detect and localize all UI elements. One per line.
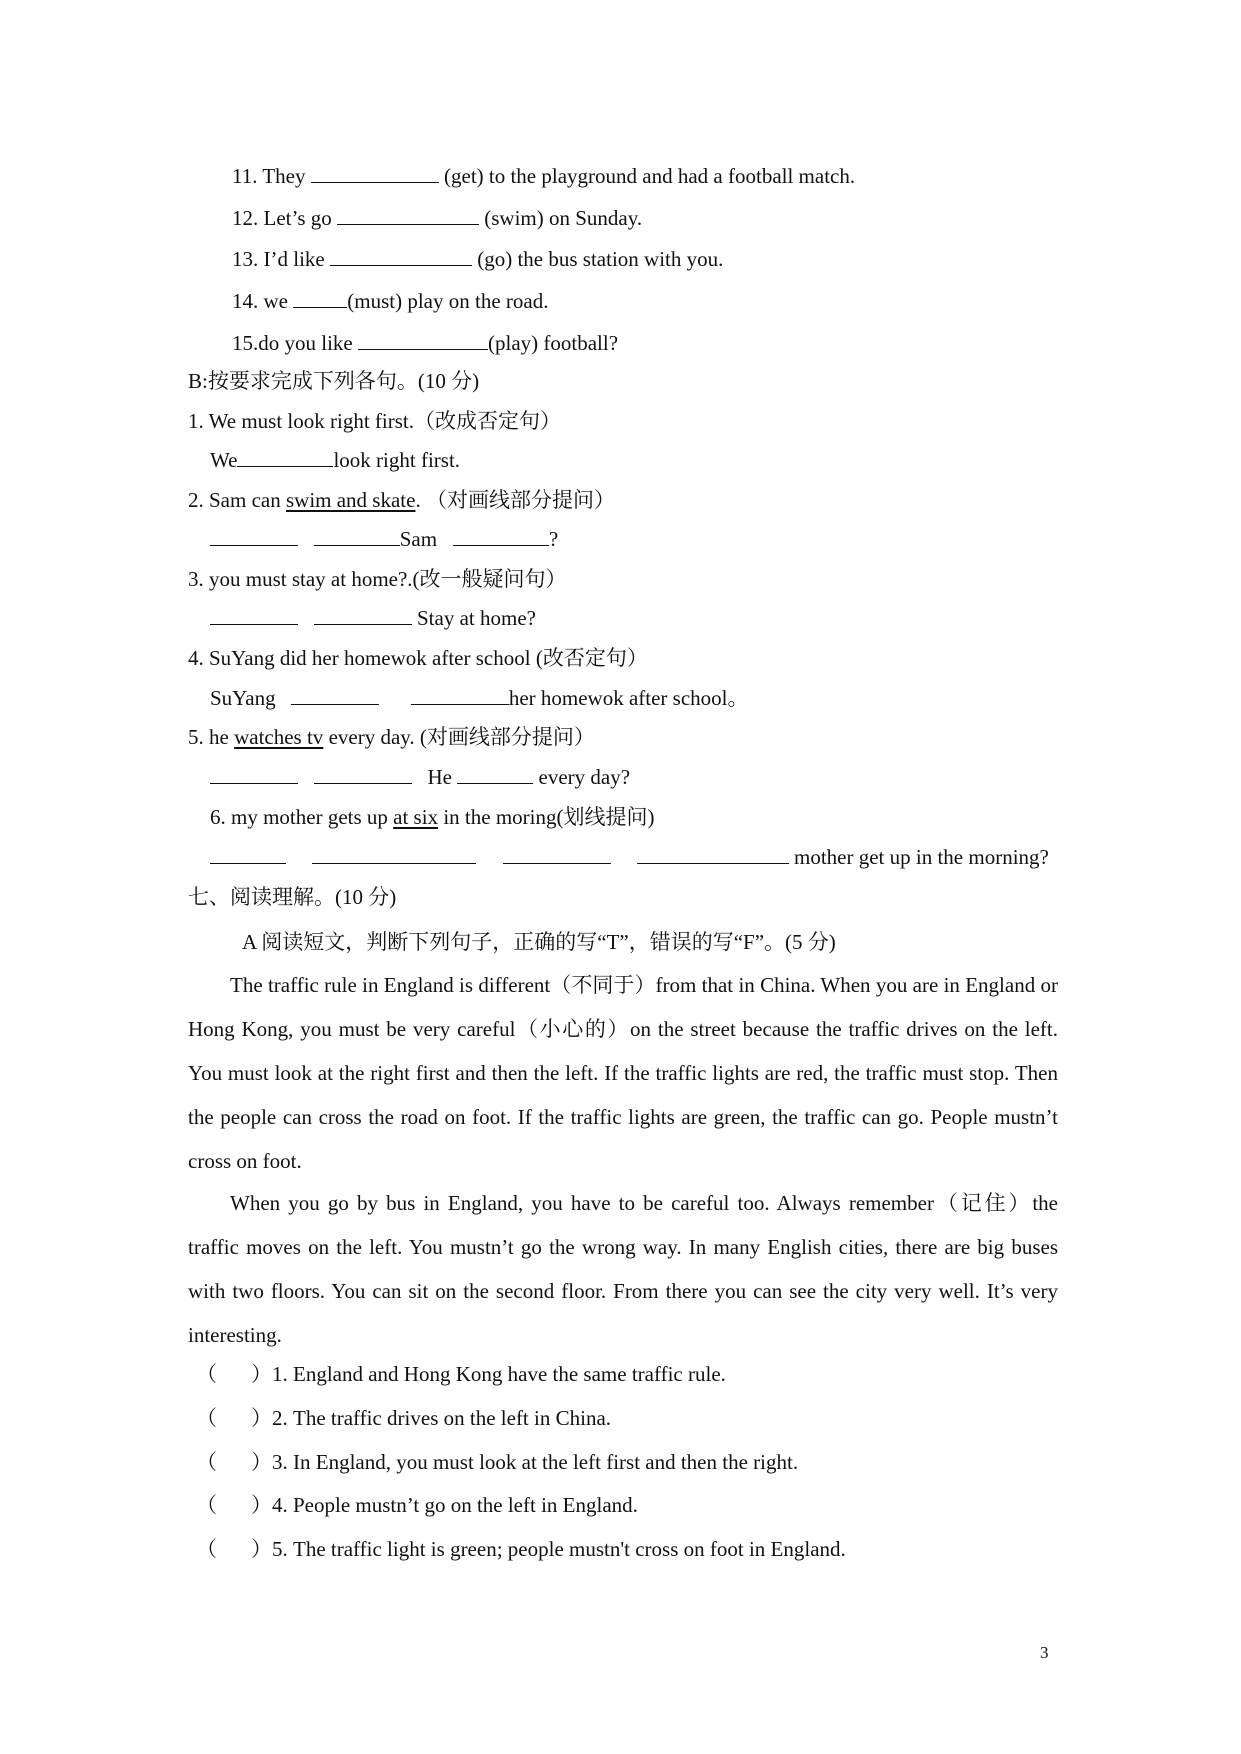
answer-blank[interactable]: [314, 527, 400, 546]
question-15: 15.do you like (play) football?: [232, 331, 619, 355]
answer-blank[interactable]: [314, 765, 412, 784]
answer-blank[interactable]: [293, 289, 347, 308]
answer-blank[interactable]: [237, 448, 333, 467]
answer-blank[interactable]: [457, 765, 533, 784]
answer-blank[interactable]: [291, 686, 379, 705]
answer-blank[interactable]: [503, 845, 611, 864]
b-answer-4: SuYang her homewok after school。: [210, 686, 749, 710]
answer-blank[interactable]: [210, 527, 298, 546]
reading-paragraph-1: The traffic rule in England is different（不同于）from that in China. When you are in England or Hong Kong, you must be very careful（小心的）on the street because the traffic drives on the left. You must look at the right first and then the left. If the traffic lights are red, the traffic must stop. Then the people can cross the road on foot. If the traffic lights are green, the traffic can go. People mustn’t cross on foot.: [188, 973, 1058, 1173]
answer-blank[interactable]: [637, 845, 789, 864]
b-question-6: 6. my mother gets up at six in the moring(划线提问): [210, 805, 655, 829]
answer-blank[interactable]: [453, 527, 549, 546]
section-7-subtitle: A 阅读短文，判断下列句子，正确的写“T”，错误的写“F”。(5 分): [242, 930, 836, 954]
question-11: 11. They (get) to the playground and had a football match.: [232, 164, 856, 188]
answer-blank[interactable]: [330, 247, 472, 266]
b-question-1: 1. We must look right first.（改成否定句）: [188, 409, 561, 433]
answer-blank[interactable]: [314, 606, 412, 625]
answer-blank[interactable]: [311, 164, 439, 183]
answer-blank[interactable]: [210, 765, 298, 784]
judgment-item: （ ）2. The traffic drives on the left in China.: [196, 1406, 612, 1430]
reading-paragraph-2: When you go by bus in England, you have to be careful too. Always remember（记住）the traffic moves on the left. You mustn’t go the wrong way. In many English cities, there are big buses with two floors. You can sit on the second floor. From there you can see the city very well. It’s very interesting.: [188, 1191, 1058, 1347]
b-answer-6: mother get up in the morning?: [210, 844, 1049, 870]
b-answer-2: Sam ?: [210, 526, 558, 552]
answer-blank[interactable]: [312, 845, 476, 864]
judgment-item: （ ）1. England and Hong Kong have the same traffic rule.: [196, 1362, 726, 1386]
question-13: 13. I’d like (go) the bus station with you.: [232, 247, 724, 271]
judgment-item: （ ）3. In England, you must look at the left first and then the right.: [196, 1450, 799, 1474]
answer-blank[interactable]: [358, 331, 488, 350]
b-answer-3: Stay at home?: [210, 605, 536, 631]
page-number: 3: [1040, 1643, 1049, 1662]
answer-blank[interactable]: [411, 686, 509, 705]
b-question-5: 5. he watches tv every day. (对画线部分提问）: [188, 725, 595, 749]
b-answer-1: We look right first.: [210, 448, 461, 472]
question-12: 12. Let’s go (swim) on Sunday.: [232, 206, 643, 230]
answer-blank[interactable]: [210, 845, 286, 864]
b-question-3: 3. you must stay at home?.(改一般疑问句）: [188, 567, 567, 591]
underlined-phrase: watches tv: [234, 725, 324, 749]
b-answer-5: He every day?: [210, 764, 630, 790]
judgment-item: （ ）4. People mustn’t go on the left in England.: [196, 1493, 638, 1517]
b-question-4: 4. SuYang did her homewok after school (改否定句）: [188, 646, 648, 670]
judgment-item: （ ）5. The traffic light is green; people mustn't cross on foot in England.: [196, 1537, 846, 1561]
underlined-phrase: swim and skate: [285, 488, 416, 512]
section-b-title: B:按要求完成下列各句。(10 分): [188, 369, 480, 393]
answer-blank[interactable]: [337, 206, 479, 225]
question-14: 14. we (must) play on the road.: [232, 289, 549, 313]
answer-blank[interactable]: [210, 606, 298, 625]
b-question-2: 2. Sam can swim and skate. （对画线部分提问）: [188, 488, 615, 512]
section-7-title: 七、阅读理解。(10 分): [188, 885, 397, 909]
underlined-phrase: at six: [393, 805, 439, 829]
